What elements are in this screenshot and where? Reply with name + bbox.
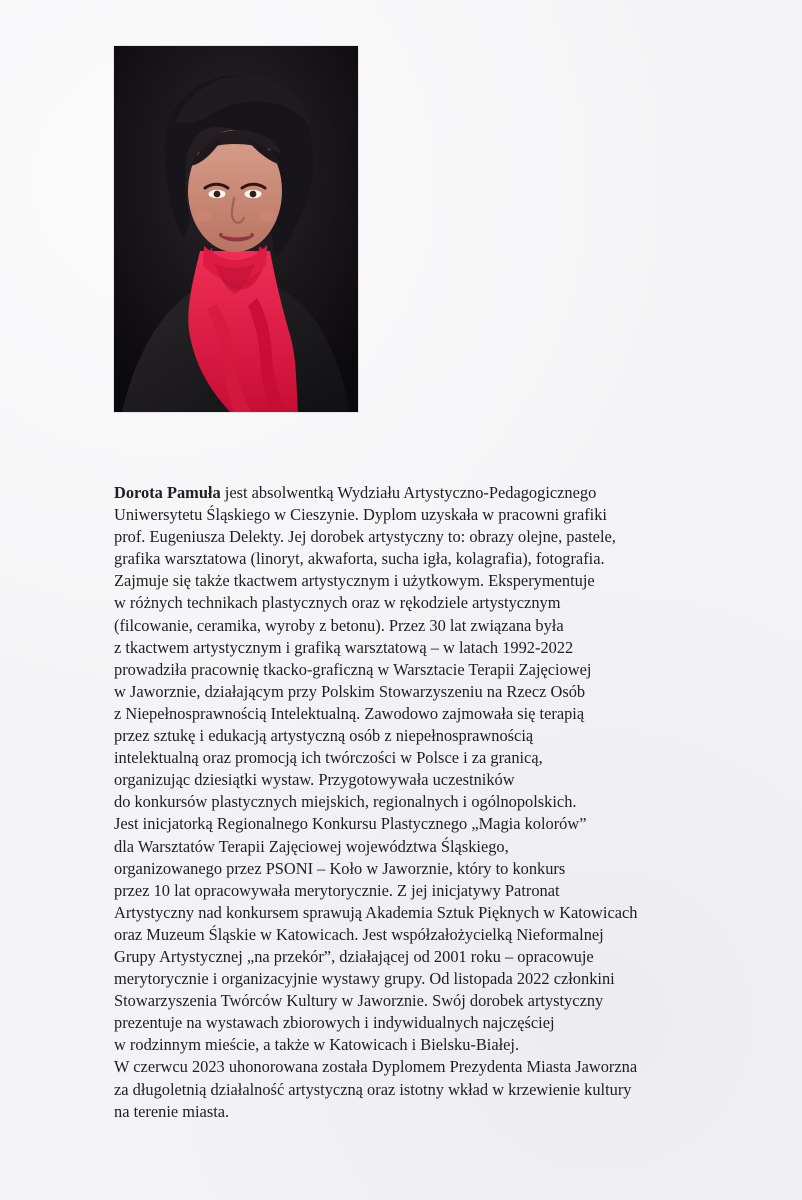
bio-line-8: z tkactwem artystycznym i grafiką warsztatową – w latach 1992-2022 xyxy=(114,637,574,657)
bio-line-6: w różnych technikach plastycznych oraz w rękodziele artystycznym xyxy=(114,593,561,613)
bio-line-1-text: jest absolwentką Wydziału Artystyczno-Pedagogicznego xyxy=(220,483,597,502)
bio-line-28: za długoletnią działalność artystyczną oraz istotny wkład w krzewienie kultury xyxy=(114,1079,632,1099)
bio-line-7: (filcowanie, ceramika, wyroby z betonu). Przez 30 lat związana była xyxy=(114,615,564,635)
bio-line-12: przez sztukę i edukacją artystyczną osób z niepełnosprawnością xyxy=(114,726,534,746)
bio-line-17: dla Warsztatów Terapii Zajęciowej województwa Śląskiego, xyxy=(114,836,509,856)
bio-line-14: organizując dziesiątki wystaw. Przygotowywała uczestników xyxy=(114,770,515,790)
bio-line-24: Stowarzyszenia Twórców Kultury w Jaworznie. Swój dorobek artystyczny xyxy=(114,991,604,1011)
bio-line-27: W czerwcu 2023 uhonorowana została Dyplomem Prezydenta Miasta Jaworzna xyxy=(114,1057,638,1077)
bio-line-4: grafika warsztatowa (linoryt, akwaforta, sucha igła, kolagrafia), fotografia. xyxy=(114,549,605,569)
bio-line-9: prowadziła pracownię tkacko-graficzną w Warsztacie Terapii Zajęciowej xyxy=(114,659,592,679)
bio-line-20: Artystyczny nad konkursem sprawują Akademia Sztuk Pięknych w Katowicach xyxy=(114,902,638,922)
bio-line-29: na terenie miasta. xyxy=(114,1101,230,1121)
bio-line-25: prezentuje na wystawach zbiorowych i indywidualnych najczęściej xyxy=(114,1013,555,1033)
bio-line-10: w Jaworznie, działającym przy Polskim Stowarzyszeniu na Rzecz Osób xyxy=(114,681,586,701)
bio-line-22: Grupy Artystycznej „na przekór”, działającej od 2001 roku – opracowuje xyxy=(114,946,594,966)
portrait-illustration xyxy=(114,46,358,412)
bio-line-3: prof. Eugeniusza Delekty. Jej dorobek artystyczny to: obrazy olejne, pastele, xyxy=(114,527,616,547)
bio-line-23: merytorycznie i organizacyjnie wystawy grupy. Od listopada 2022 członkini xyxy=(114,969,615,989)
biography-text xyxy=(114,482,706,1123)
bio-line-21: oraz Muzeum Śląskie w Katowicach. Jest współzałożycielką Nieformalnej xyxy=(114,924,604,944)
bio-line-5: Zajmuje się także tkactwem artystycznym i użytkowym. Eksperymentuje xyxy=(114,571,595,591)
bio-line-2: Uniwersytetu Śląskiego w Cieszynie. Dyplom uzyskała w pracowni grafiki xyxy=(114,505,607,525)
bio-line-1 xyxy=(114,482,706,504)
bio-line-15: do konkursów plastycznych miejskich, regionalnych i ogólnopolskich. xyxy=(114,792,577,812)
bio-line-26: w rodzinnym mieście, a także w Katowicach i Bielsku-Białej. xyxy=(114,1035,520,1055)
bio-line-16: Jest inicjatorką Regionalnego Konkursu Plastycznego „Magia kolorów” xyxy=(114,814,587,834)
bio-line-11: z Niepełnosprawnością Intelektualną. Zawodowo zajmowała się terapią xyxy=(114,703,585,723)
artist-name: Dorota Pamuła xyxy=(114,483,221,502)
bio-line-13: intelektualną oraz promocją ich twórczości w Polsce i za granicą, xyxy=(114,748,543,768)
portrait-photo xyxy=(114,46,358,412)
bio-line-18: organizowanego przez PSONI – Koło w Jaworznie, który to konkurs xyxy=(114,858,566,878)
bio-line-19: przez 10 lat opracowywała merytorycznie. Z jej inicjatywy Patronat xyxy=(114,880,560,900)
